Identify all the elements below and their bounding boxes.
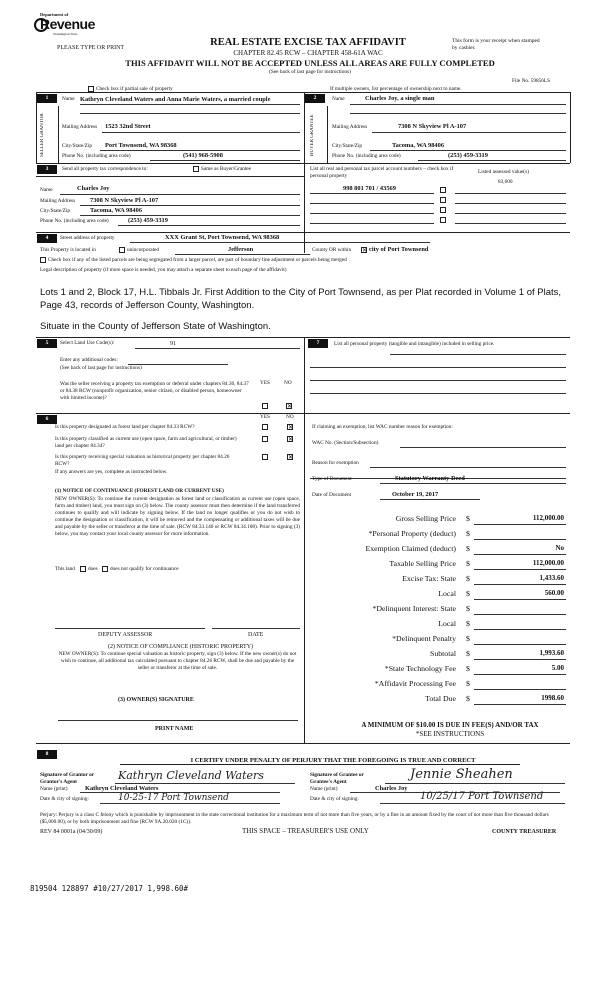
land-use-label: Select Land Use Code(s):	[60, 340, 115, 346]
calc-label: Exemption Claimed (deduct)	[365, 544, 456, 553]
see-instructions: *SEE INSTRUCTIONS	[415, 730, 485, 738]
partial-sale-label: Check box if partial sale of property	[96, 86, 173, 92]
located-label: This Property is located in	[40, 247, 96, 253]
grantor-signature[interactable]: Kathryn Cleveland Waters	[118, 769, 264, 782]
wac-number-label: WAC No. (Section/Subsection)	[312, 440, 379, 446]
personal-property-checkbox-4[interactable]	[440, 217, 446, 223]
sec3-city-label: City/State/Zip	[40, 208, 71, 214]
grantee-print-name[interactable]: Charles Joy	[375, 785, 408, 792]
forest-question: Is this property designated as forest land per chapter 84.33 RCW?	[55, 424, 195, 430]
seller-address-label: Mailing Address	[62, 124, 98, 130]
enter-codes-label: Enter any additional codes:	[60, 357, 118, 363]
see-back-note: (See back of last page for instructions)	[269, 69, 351, 75]
historic-yes-checkbox[interactable]	[262, 454, 268, 460]
segregated-checkbox[interactable]	[40, 257, 46, 263]
calc-currency: $	[466, 559, 470, 568]
calc-label: *Delinquent Penalty	[392, 634, 456, 643]
grantor-date-label: Date & city of signing:	[40, 796, 89, 802]
correspondence-label: Send all property tax correspondence to:	[62, 166, 148, 172]
seller-city[interactable]: Port Townsend, WA 98368	[105, 142, 177, 149]
sec3-phone-label: Phone No. (including area code)	[40, 218, 109, 224]
calc-label: Gross Selling Price	[395, 514, 456, 523]
does-label: does	[88, 566, 98, 572]
treasurer-space: THIS SPACE – TREASURER'S USE ONLY	[242, 827, 369, 835]
calc-label: Excise Tax: State	[402, 574, 456, 583]
current-use-yes-checkbox[interactable]	[262, 436, 268, 442]
multiple-owners-note: If multiple owners, list percentage of ownership next to name.	[330, 86, 462, 92]
sec5-yes: YES	[260, 380, 271, 386]
form-warning: THIS AFFIDAVIT WILL NOT BE ACCEPTED UNLESS ALL AREAS ARE FULLY COMPLETED	[125, 58, 495, 68]
notice2-body: NEW OWNER(S): To continue special valuation as historic property, sign (3) below. If the new owner(s) do not wish to continue, all additional tax calculated pursuant to chapter 84.26 RCW, shall be due and payable by the seller or transferor at the time of sale.	[58, 651, 297, 671]
grantee-date-city[interactable]: 10/25/17 Port Townsend	[420, 791, 544, 802]
section-6-marker: 6	[37, 415, 57, 424]
calc-currency: $	[466, 514, 470, 523]
unincorporated-label: unincorporated	[127, 247, 160, 253]
perjury-notice: Perjury: Perjury is a class C felony which is punishable by imprisonment in the state correctional institution for a maximum term of not more than five years, or by a fine in an amount fixed by the court of not more than five thousand dollars ($5,000.00), or by both imprisonment and fine (RCW 9A.20.020 (1C)).	[40, 812, 549, 825]
forest-no-checkbox[interactable]: ✕	[288, 424, 294, 431]
segregated-label: Check box if any of the listed parcels are being segregated from a larger parcel, are part of boundary line adjustment or parcels being merged	[48, 257, 347, 263]
calc-value[interactable]: 560.00	[544, 589, 564, 597]
calc-label: Local	[438, 589, 456, 598]
sec3-address[interactable]: 7308 N Skyview Pl A-107	[90, 197, 159, 204]
if-yes-note: If any answers are yes, complete as instructed below.	[55, 469, 168, 475]
same-as-buyer-label: Same as Buyer/Grantee	[201, 166, 252, 172]
does-not-checkbox[interactable]	[102, 566, 108, 572]
calc-label: *Affidavit Processing Fee	[374, 679, 456, 688]
calc-value[interactable]: 112,000.00	[532, 559, 564, 567]
buyer-city[interactable]: Tacoma, WA 98406	[392, 142, 445, 149]
sec3-name[interactable]: Charles Joy	[77, 185, 110, 192]
buyer-name[interactable]: Charles Joy, a single man	[365, 95, 435, 102]
logo-word: Revenue	[40, 16, 95, 32]
form-chapter: CHAPTER 82.45 RCW – CHAPTER 458-61A WAC	[233, 49, 383, 57]
calc-value[interactable]: 1,433.60	[539, 574, 564, 582]
file-number: File No. 59856LS	[512, 78, 551, 84]
calc-currency: $	[466, 649, 470, 658]
calc-value[interactable]: 5.00	[551, 664, 564, 672]
print-name-label: PRINT NAME	[155, 726, 194, 732]
section-3-marker: 3	[37, 165, 57, 174]
sec3-phone[interactable]: (253) 459-3319	[128, 217, 168, 224]
buyer-city-label: City/State/Zip	[332, 143, 363, 149]
calc-currency: $	[466, 604, 470, 613]
calc-currency: $	[466, 574, 470, 583]
section-2-marker: 2	[305, 94, 325, 103]
county-name[interactable]: Jefferson	[228, 246, 254, 253]
sec3-city[interactable]: Tacoma, WA 98406	[90, 207, 143, 214]
grantor-signature-label: Signature of Grantor or Grantor's Agent	[40, 772, 94, 785]
grantor-print-name[interactable]: Kathryn Cleveland Waters	[85, 785, 159, 792]
section-5-marker: 5	[37, 339, 57, 348]
deputy-assessor-label: DEPUTY ASSESSOR	[98, 632, 153, 638]
legal-description-label: Legal description of property (if more space is needed, you may attach a separate sheet to each page of the affidavit)	[40, 267, 287, 273]
seller-city-label: City/State/Zip	[62, 143, 93, 149]
grantee-print-label: Name (print)	[310, 786, 338, 792]
section-4-marker: 4	[37, 234, 57, 243]
does-not-label: does not qualify for continuance	[110, 566, 179, 572]
exemption-question: Was the seller receiving a property tax exemption or deferral under chapters 84.36, 84.37 or 84.38 RCW (nonprofit organization, senior citizen, or disabled person, homeowner with limited income)?	[60, 381, 249, 401]
seller-phone[interactable]: (541) 968-5908	[183, 152, 223, 159]
city-of[interactable]: city of Port Townsend	[369, 246, 429, 253]
county-or-label: County OR within	[312, 247, 352, 253]
legal-description[interactable]: Lots 1 and 2, Block 17, H.L. Tibbals Jr. First Addition to the City of Port Townsend, as per Plat recorded in Volume 1 of Plats, Page 43, records of Jefferson County, Washington.	[40, 287, 562, 311]
historic-no-checkbox[interactable]: ✕	[288, 454, 294, 461]
reason-label: Reason for exemption	[312, 460, 359, 466]
this-land-label: This land	[55, 566, 75, 572]
grantee-signature-label: Signature of Grantee or Grantee's Agent	[310, 772, 364, 785]
logo-top: Department of	[40, 12, 69, 17]
calc-label: Total Due	[425, 694, 456, 703]
cashier-stamp: 819504 128897 #10/27/2017 1,998.60#	[30, 884, 189, 893]
exemption-yes-checkbox[interactable]	[262, 403, 268, 409]
parcels-label: List all real and personal tax parcel account numbers – check box if personal property	[310, 166, 454, 179]
grantor-date-city[interactable]: 10-25-17 Port Townsend	[118, 793, 229, 803]
buyer-side-label: BUYER GRANTEE	[310, 114, 315, 156]
assessed-label: Listed assessed value(s)	[478, 169, 529, 175]
calc-value[interactable]: 1998.60	[541, 694, 564, 702]
calc-label: Subtotal	[430, 649, 456, 658]
current-use-no-checkbox[interactable]: ✕	[288, 436, 294, 443]
personal-property-label: List all personal property (tangible and intangible) included in selling price.	[334, 341, 495, 347]
wac-claim-label: If claiming an exemption, list WAC number reason for exemption:	[312, 424, 453, 430]
calc-label: *Delinquent Interest: State	[372, 604, 456, 613]
assessed-value[interactable]: 83,600	[498, 179, 513, 185]
document-type[interactable]: Statutory Warranty Deed	[395, 475, 465, 482]
grantee-signature[interactable]: Jennie Sheahen	[410, 767, 513, 782]
document-type-label: Type of Document	[312, 476, 352, 482]
exemption-no-checkbox[interactable]: ✕	[287, 403, 293, 410]
forest-yes-checkbox[interactable]	[262, 424, 268, 430]
historic-question: Is this property receiving special valuation as historical property per chapter 84.26 RCW?	[55, 454, 230, 467]
seller-name[interactable]: Kathryn Cleveland Waters and Anna Marie Waters, a married couple	[80, 96, 271, 103]
calc-currency: $	[466, 679, 470, 688]
document-date[interactable]: October 19, 2017	[392, 491, 439, 498]
notice2-title: (2) NOTICE OF COMPLIANCE (HISTORIC PROPERTY)	[108, 644, 254, 650]
sec3-name-label: Name	[40, 187, 53, 193]
calc-currency: $	[466, 529, 470, 538]
sec6-yes: YES	[260, 414, 271, 420]
personal-property-checkbox-3[interactable]	[440, 207, 446, 213]
seller-side-label: SELLER GRANTOR	[40, 113, 45, 157]
calc-label: Local	[438, 619, 456, 628]
section-7-marker: 7	[308, 339, 328, 348]
calc-label: *State Technology Fee	[384, 664, 456, 673]
grantee-date-label: Date & city of signing:	[310, 796, 359, 802]
owner-signature-label: (3) OWNER(S) SIGNATURE	[118, 697, 194, 703]
calc-currency: $	[466, 664, 470, 673]
logo-sub: Washington State	[53, 32, 78, 36]
does-checkbox[interactable]	[80, 566, 86, 572]
personal-property-checkbox-1[interactable]	[440, 187, 446, 193]
land-use-code[interactable]: 91	[170, 341, 176, 347]
calc-label: Taxable Selling Price	[389, 559, 456, 568]
street-label: Street address of property	[60, 235, 115, 241]
please-type: PLEASE TYPE OR PRINT	[57, 45, 125, 51]
same-as-buyer-checkbox[interactable]	[193, 166, 199, 172]
buyer-phone-label: Phone No. (including area code)	[332, 153, 401, 159]
section-1-marker: 1	[37, 94, 57, 103]
form-title: REAL ESTATE EXCISE TAX AFFIDAVIT	[210, 37, 406, 48]
section-8-marker: 8	[37, 750, 57, 759]
calc-currency: $	[466, 589, 470, 598]
grantor-print-label: Name (print)	[40, 786, 68, 792]
situate[interactable]: Situate in the County of Jefferson State of Washington.	[40, 321, 271, 332]
calc-value[interactable]: 112,000.00	[532, 514, 564, 522]
deputy-date-label: DATE	[248, 632, 264, 638]
calc-value[interactable]: 1,993.60	[539, 649, 564, 657]
buyer-name-label: Name	[332, 96, 345, 102]
certify-statement: I CERTIFY UNDER PENALTY OF PERJURY THAT THE FOREGOING IS TRUE AND CORRECT	[190, 757, 476, 764]
buyer-address[interactable]: 7308 N Skyview Pl A-107	[398, 123, 467, 130]
current-use-question: Is this property classified as current use (open space, farm and agricultural, or timber) land per chapter 84.34?	[55, 436, 237, 449]
seller-name-label: Name	[62, 96, 75, 102]
parcel-number[interactable]: 998 801 701 / 43569	[343, 185, 396, 192]
seller-address[interactable]: 1523 32nd Street	[105, 123, 151, 130]
within-city-checkbox[interactable]: ✕	[362, 247, 368, 254]
form-revision: REV 84 0001a (04/30/09)	[40, 829, 103, 835]
calc-label: *Personal Property (deduct)	[368, 529, 456, 538]
minimum-due-note: A MINIMUM OF $10.00 IS DUE IN FEE(S) AND/OR TAX	[361, 721, 539, 729]
notice1-body: NEW OWNER(S): To continue the current designation as forest land or classification as current use (open space, farm and timber) land, you must sign on (3) below. The county assessor must then determine if the land transferred continues to qualify and will indicate by signing below. If the land no longer qualifies or you do not wish to continue the designation or classification, it will be removed and the compensating or additional taxes will be due and payable by the seller or transferor at the time of sale. (RCW 84.33.140 or RCW 84.34.108). Prior to signing (3) below, you may contact your local county assessor for more information.	[55, 496, 300, 537]
sec5-see-back: (See back of last page for instructions)	[60, 365, 142, 371]
personal-property-checkbox-2[interactable]	[440, 197, 446, 203]
county-treasurer: COUNTY TREASURER	[492, 829, 557, 835]
notice1-title: (1) NOTICE OF CONTINUANCE (FOREST LAND OR CURRENT USE)	[55, 488, 224, 494]
sec3-address-label: Mailing Address	[40, 198, 76, 204]
calc-currency: $	[466, 694, 470, 703]
buyer-phone[interactable]: (253) 459-3319	[448, 152, 488, 159]
calc-currency: $	[466, 619, 470, 628]
unincorporated-checkbox[interactable]	[119, 247, 125, 253]
buyer-address-label: Mailing Address	[332, 124, 368, 130]
document-date-label: Date of Document	[312, 492, 352, 498]
sec5-no: NO	[284, 380, 292, 386]
street-address[interactable]: XXX Grant St, Port Townsend, WA 98368	[165, 234, 280, 241]
calc-currency: $	[466, 634, 470, 643]
seller-phone-label: Phone No. (including area code)	[62, 153, 131, 159]
calc-value[interactable]: No	[555, 544, 564, 552]
receipt-note: This form is your receipt when stamped by cashier.	[452, 38, 540, 51]
sec6-no: NO	[286, 414, 294, 420]
calc-currency: $	[466, 544, 470, 553]
